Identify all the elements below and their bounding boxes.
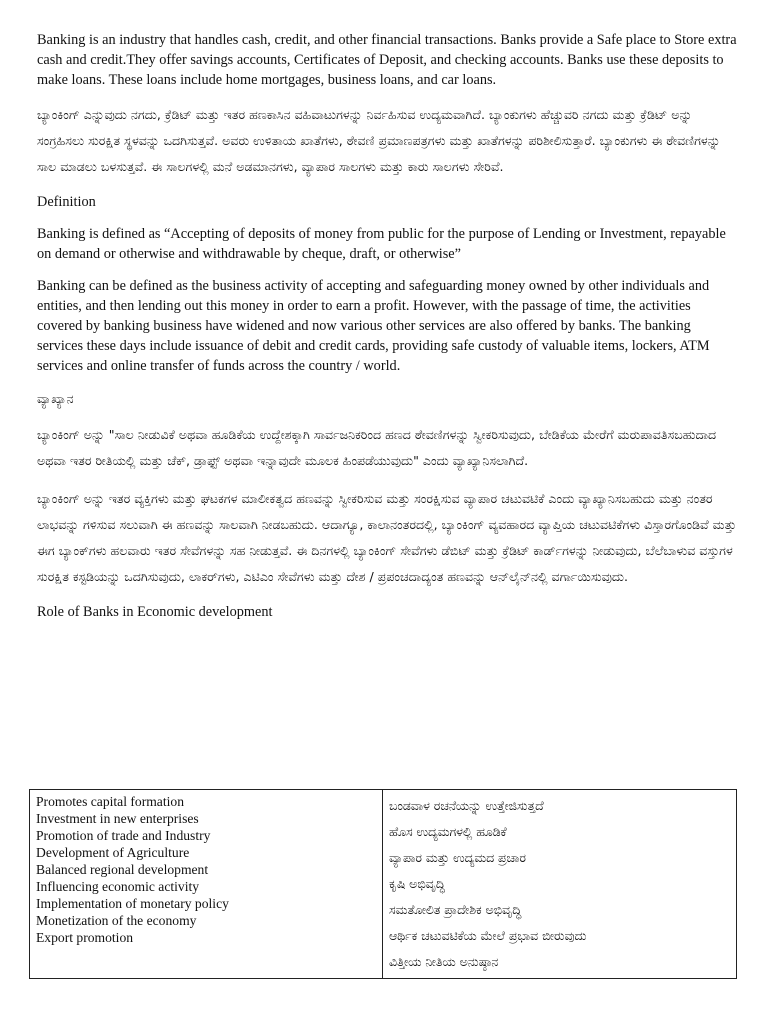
role-item-en: Balanced regional development xyxy=(36,862,209,877)
role-item-en: Promotion of trade and Industry xyxy=(36,828,211,843)
definition-heading: Definition xyxy=(37,194,96,210)
definition-heading-kn: ವ್ಯಾಖ್ಯಾನ xyxy=(37,391,74,406)
role-item-kn: ಕೃಷಿ ಅಭಿವೃದ್ಧಿ xyxy=(389,876,445,891)
definition-body-en: Banking can be defined as the business activity of accepting and safeguarding money owned by other individuals and entities, and then lending out this money in order to earn a profit. However, with the passage of time, the activities covered by banking business have widened and now various other services are also offered by banks. The banking services these days include issuance of debit and credit cards, providing safe custody of valuable items, lockers, ATM services and online transfer of funds across the country / world. xyxy=(37,278,710,374)
role-item-en: Promotes capital formation xyxy=(36,794,184,809)
role-heading: Role of Banks in Economic development xyxy=(37,604,273,620)
document-page xyxy=(37,30,737,634)
role-item-kn: ಹೊಸ ಉದ್ಯಮಗಳಲ್ಲಿ ಹೂಡಿಕೆ xyxy=(389,824,507,839)
intro-paragraph-en: Banking is an industry that handles cash, credit, and other financial transactions. Banks provide a Safe place to Store extra cash and credit.They offer savings accounts, Certificates of Deposit, and checking accounts. Banks use these deposits to make loans. These loans include home mortgages, business loans, and car loans. xyxy=(37,32,737,88)
role-item-en: Development of Agriculture xyxy=(36,845,190,860)
definition-quote-en: Banking is defined as “Accepting of deposits of money from public for the purpose of Lending or Investment, repayable on demand or otherwise and withdrawable by cheque, draft, or otherwise” xyxy=(37,226,726,262)
definition-quote-kn: ಬ್ಯಾಂಕಿಂಗ್ ಅನ್ನು "ಸಾಲ ನೀಡುವಿಕೆ ಅಥವಾ ಹೂಡಿಕೆಯ ಉದ್ದೇಶಕ್ಕಾಗಿ ಸಾರ್ವಜನಿಕರಿಂದ ಹಣದ ಠೇವಣಿಗಳನ್ನು ಸ್ವೀಕರಿಸುವುದು, ಬೇಡಿಕೆಯ ಮೇರೆಗೆ ಮರುಪಾವತಿಸಬಹುದಾದ ಅಥವಾ ಇತರ ರೀತಿಯಲ್ಲಿ ಮತ್ತು ಚೆಕ್, ಡ್ರಾಫ್ಟ್ ಅಥವಾ ಇನ್ನಾವುದೇ ಮೂಲಕ ಹಿಂಪಡೆಯುವುದು" ಎಂದು ವ್ಯಾಖ್ಯಾನಿಸಲಾಗಿದೆ. xyxy=(37,427,717,468)
role-item-kn: ಆರ್ಥಿಕ ಚಟುವಟಿಕೆಯ ಮೇಲೆ ಪ್ರಭಾವ ಬೀರುವುದು xyxy=(389,928,587,943)
role-item-en: Monetization of the economy xyxy=(36,913,197,928)
role-item-kn: ವ್ಯಾಪಾರ ಮತ್ತು ಉದ್ಯಮದ ಪ್ರಚಾರ xyxy=(389,850,526,865)
role-item-en: Influencing economic activity xyxy=(36,879,200,894)
role-item-kn: ವಿತ್ತೀಯ ನೀತಿಯ ಅನುಷ್ಠಾನ xyxy=(389,954,499,969)
kannada-column xyxy=(383,790,737,979)
definition-body-kn: ಬ್ಯಾಂಕಿಂಗ್ ಅನ್ನು ಇತರ ವ್ಯಕ್ತಿಗಳು ಮತ್ತು ಘಟಕಗಳ ಮಾಲೀಕತ್ವದ ಹಣವನ್ನು ಸ್ವೀಕರಿಸುವ ಮತ್ತು ಸಂರಕ್ಷಿಸುವ ವ್ಯಾಪಾರ ಚಟುವಟಿಕೆ ಎಂದು ವ್ಯಾಖ್ಯಾನಿಸಬಹುದು ಮತ್ತು ನಂತರ ಲಾಭವನ್ನು ಗಳಿಸುವ ಸಲುವಾಗಿ ಈ ಹಣವನ್ನು ಸಾಲವಾಗಿ ನೀಡಬಹುದು. ಆದಾಗ್ಯೂ, ಕಾಲಾನಂತರದಲ್ಲಿ, ಬ್ಯಾಂಕಿಂಗ್ ವ್ಯವಹಾರದ ವ್ಯಾಪ್ತಿಯ ಚಟುವಟಿಕೆಗಳು ವಿಸ್ತಾರಗೊಂಡಿವೆ ಮತ್ತು ಈಗ ಬ್ಯಾಂಕ್‌ಗಳು ಹಲವಾರು ಇತರ ಸೇವೆಗಳನ್ನು ಸಹ ನೀಡುತ್ತವೆ. ಈ ದಿನಗಳಲ್ಲಿ ಬ್ಯಾಂಕಿಂಗ್ ಸೇವೆಗಳು ಡೆಬಿಟ್ ಮತ್ತು ಕ್ರೆಡಿಟ್ ಕಾರ್ಡ್‌ಗಳನ್ನು ನೀಡುವುದು, ಬೆಲೆಬಾಳುವ ವಸ್ತುಗಳ ಸುರಕ್ಷಿತ ಕಸ್ಟಡಿಯನ್ನು ಒದಗಿಸುವುದು, ಲಾಕರ್‌ಗಳು, ಎಟಿಎಂ ಸೇವೆಗಳು ಮತ್ತು ದೇಶ / ಪ್ರಪಂಚದಾದ್ಯಂತ ಹಣವನ್ನು ಆನ್‌ಲೈನ್‌ನಲ್ಲಿ ವರ್ಗಾಯಿಸುವುದು. xyxy=(37,491,737,584)
role-item-en: Investment in new enterprises xyxy=(36,811,199,826)
english-column xyxy=(30,790,383,979)
table-row xyxy=(30,790,737,979)
role-item-en: Export promotion xyxy=(36,930,134,945)
role-item-en: Implementation of monetary policy xyxy=(36,896,229,911)
role-of-banks-table xyxy=(29,789,737,979)
role-item-kn: ಬಂಡವಾಳ ರಚನೆಯನ್ನು ಉತ್ತೇಜಿಸುತ್ತದೆ xyxy=(389,798,544,813)
intro-paragraph-kn: ಬ್ಯಾಂಕಿಂಗ್ ಎನ್ನುವುದು ನಗದು, ಕ್ರೆಡಿಟ್ ಮತ್ತು ಇತರ ಹಣಕಾಸಿನ ವಹಿವಾಟುಗಳನ್ನು ನಿರ್ವಹಿಸುವ ಉದ್ಯಮವಾಗಿದೆ. ಬ್ಯಾಂಕುಗಳು ಹೆಚ್ಚುವರಿ ನಗದು ಮತ್ತು ಕ್ರೆಡಿಟ್ ಅನ್ನು ಸಂಗ್ರಹಿಸಲು ಸುರಕ್ಷಿತ ಸ್ಥಳವನ್ನು ಒದಗಿಸುತ್ತವೆ. ಅವರು ಉಳಿತಾಯ ಖಾತೆಗಳು, ಠೇವಣಿ ಪ್ರಮಾಣಪತ್ರಗಳು ಮತ್ತು ಖಾತೆಗಳನ್ನು ಪರಿಶೀಲಿಸುತ್ತಾರೆ. ಬ್ಯಾಂಕುಗಳು ಈ ಠೇವಣಿಗಳನ್ನು ಸಾಲ ಮಾಡಲು ಬಳಸುತ್ತವೆ. ಈ ಸಾಲಗಳಲ್ಲಿ ಮನೆ ಅಡಮಾನಗಳು, ವ್ಯಾಪಾರ ಸಾಲಗಳು ಮತ್ತು ಕಾರು ಸಾಲಗಳು ಸೇರಿವೆ. xyxy=(37,107,721,174)
role-item-kn: ಸಮತೋಲಿತ ಪ್ರಾದೇಶಿಕ ಅಭಿವೃದ್ಧಿ xyxy=(389,902,522,917)
